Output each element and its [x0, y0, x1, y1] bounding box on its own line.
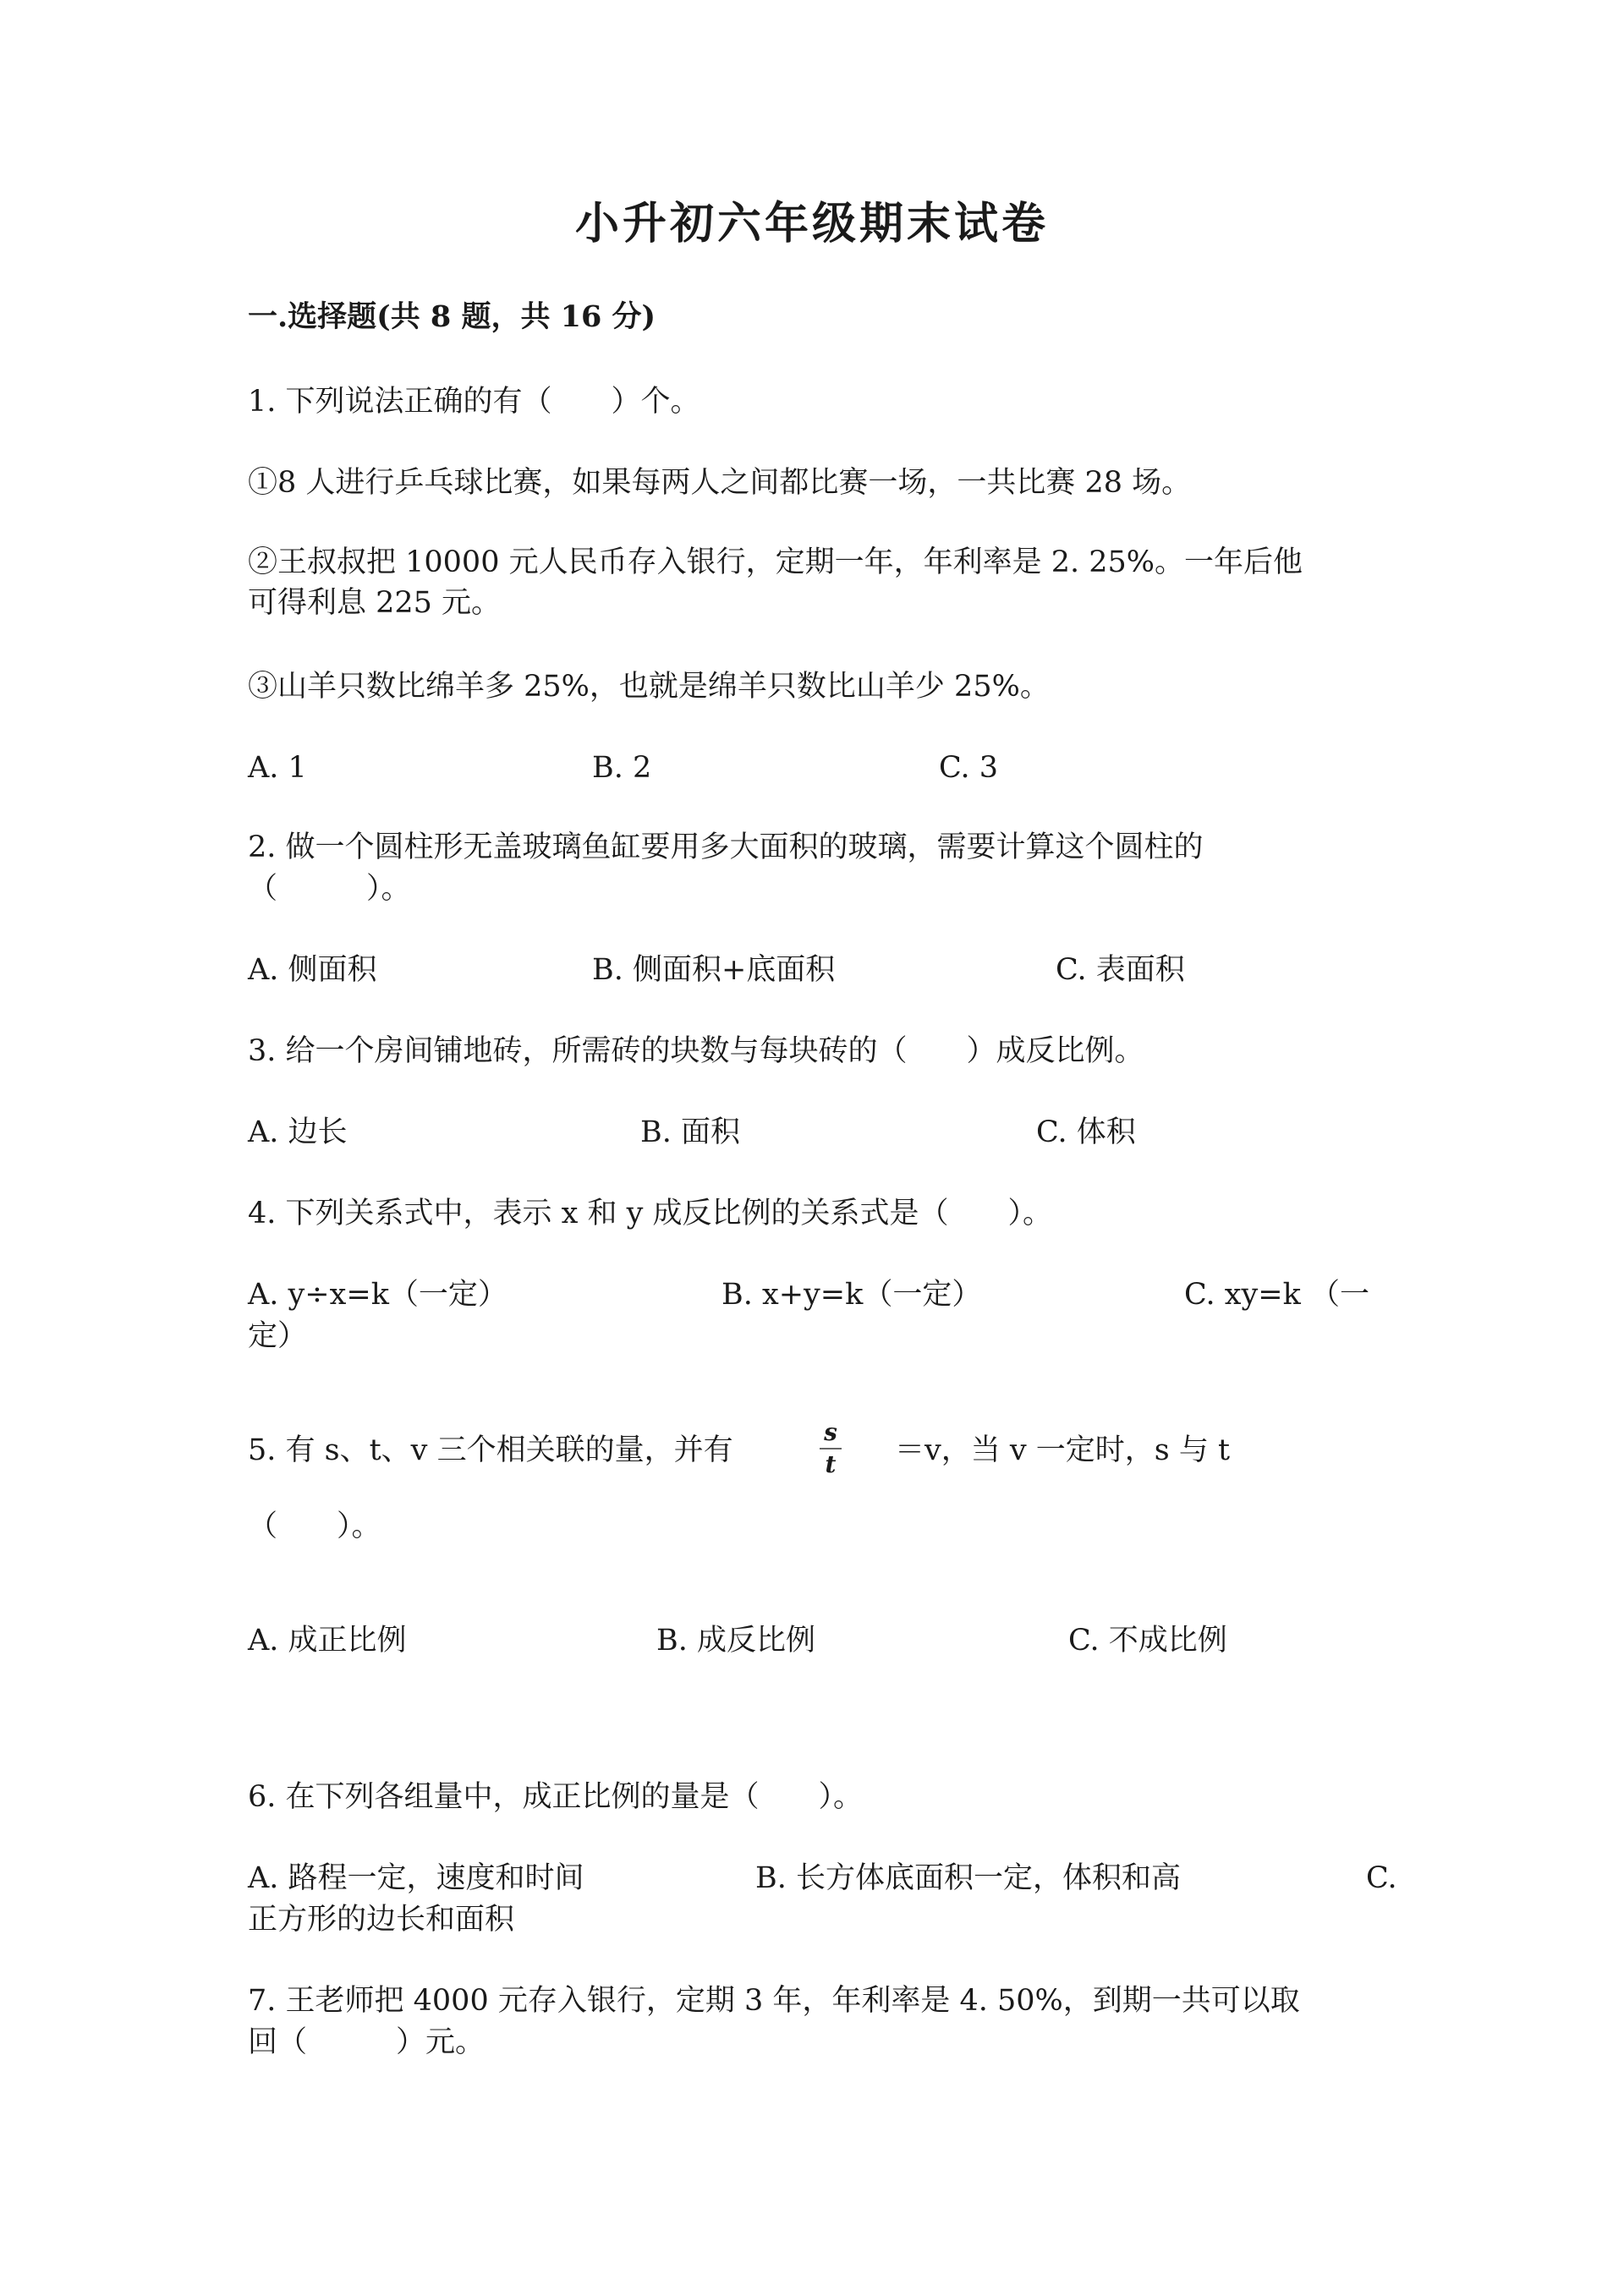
q2-stem-cont: （ ）。 — [248, 872, 411, 906]
exam-title: 小升初六年级期末试卷 — [574, 198, 1049, 249]
q5-stem-cont: （ ）。 — [248, 1510, 381, 1543]
q7-stem: 7. 王老师把 4000 元存入银行，定期 3 年，年利率是 4. 50%，到期一共可以取 — [248, 1984, 1300, 2018]
q2-option-a: A. 侧面积 — [248, 953, 377, 987]
q5-stem-formula: ＝v，当 v 一定时，s 与 t — [895, 1433, 1231, 1467]
q2-option-c: C. 表面积 — [1056, 953, 1185, 987]
q4-option-a: A. y÷x=k（一定） — [248, 1278, 508, 1312]
section-heading: 一.选择题(共 8 题，共 16 分) — [248, 299, 656, 334]
q4-option-b: B. x+y=k（一定） — [721, 1278, 982, 1312]
q1-statement-2-cont: 可得利息 225 元。 — [248, 586, 502, 620]
q5-option-a: A. 成正比例 — [248, 1624, 407, 1658]
q3-option-b: B. 面积 — [640, 1115, 740, 1149]
q1-statement-1: ①8 人进行乒乓球比赛，如果每两人之间都比赛一场，一共比赛 28 场。 — [248, 466, 1192, 500]
q1-statement-2: ②王叔叔把 10000 元人民币存入银行，定期一年，年利率是 2. 25%。一年后他 — [248, 545, 1303, 579]
q6-stem: 6. 在下列各组量中，成正比例的量是（ ）。 — [248, 1780, 864, 1814]
q6-option-c-cont: 正方形的边长和面积 — [248, 1903, 515, 1937]
q3-option-a: A. 边长 — [248, 1115, 348, 1149]
q4-option-c: C. xy=k （一 — [1184, 1278, 1369, 1312]
q5-stem: 5. 有 s、t、v 三个相关联的量，并有 — [248, 1433, 733, 1467]
q2-stem: 2. 做一个圆柱形无盖玻璃鱼缸要用多大面积的玻璃，需要计算这个圆柱的 — [248, 830, 1204, 864]
fraction-denominator: t — [825, 1450, 837, 1478]
fraction-bar — [820, 1448, 842, 1449]
q1-option-a: A. 1 — [248, 751, 307, 785]
q6-option-b: B. 长方体底面积一定，体积和高 — [755, 1861, 1181, 1895]
q3-option-c: C. 体积 — [1036, 1115, 1136, 1149]
q5-option-b: B. 成反比例 — [656, 1624, 815, 1658]
q4-stem: 4. 下列关系式中，表示 x 和 y 成反比例的关系式是（ ）。 — [248, 1197, 1053, 1230]
fraction-numerator: s — [824, 1418, 837, 1446]
q1-statement-3: ③山羊只数比绵羊多 25%，也就是绵羊只数比山羊少 25%。 — [248, 670, 1050, 704]
q5-option-c: C. 不成比例 — [1068, 1624, 1227, 1658]
q7-stem-cont: 回（ ）元。 — [248, 2025, 486, 2059]
q5-fraction — [814, 1419, 848, 1478]
q2-option-b: B. 侧面积+底面积 — [592, 953, 836, 987]
q1-stem: 1. 下列说法正确的有（ ）个。 — [248, 385, 700, 419]
q1-option-c: C. 3 — [939, 751, 999, 785]
q3-stem: 3. 给一个房间铺地砖，所需砖的块数与每块砖的（ ）成反比例。 — [248, 1034, 1144, 1068]
q1-option-b: B. 2 — [592, 751, 652, 785]
q6-option-c: C. — [1366, 1861, 1397, 1895]
q4-option-c-cont: 定） — [248, 1319, 308, 1353]
q6-option-a: A. 路程一定，速度和时间 — [248, 1861, 584, 1895]
